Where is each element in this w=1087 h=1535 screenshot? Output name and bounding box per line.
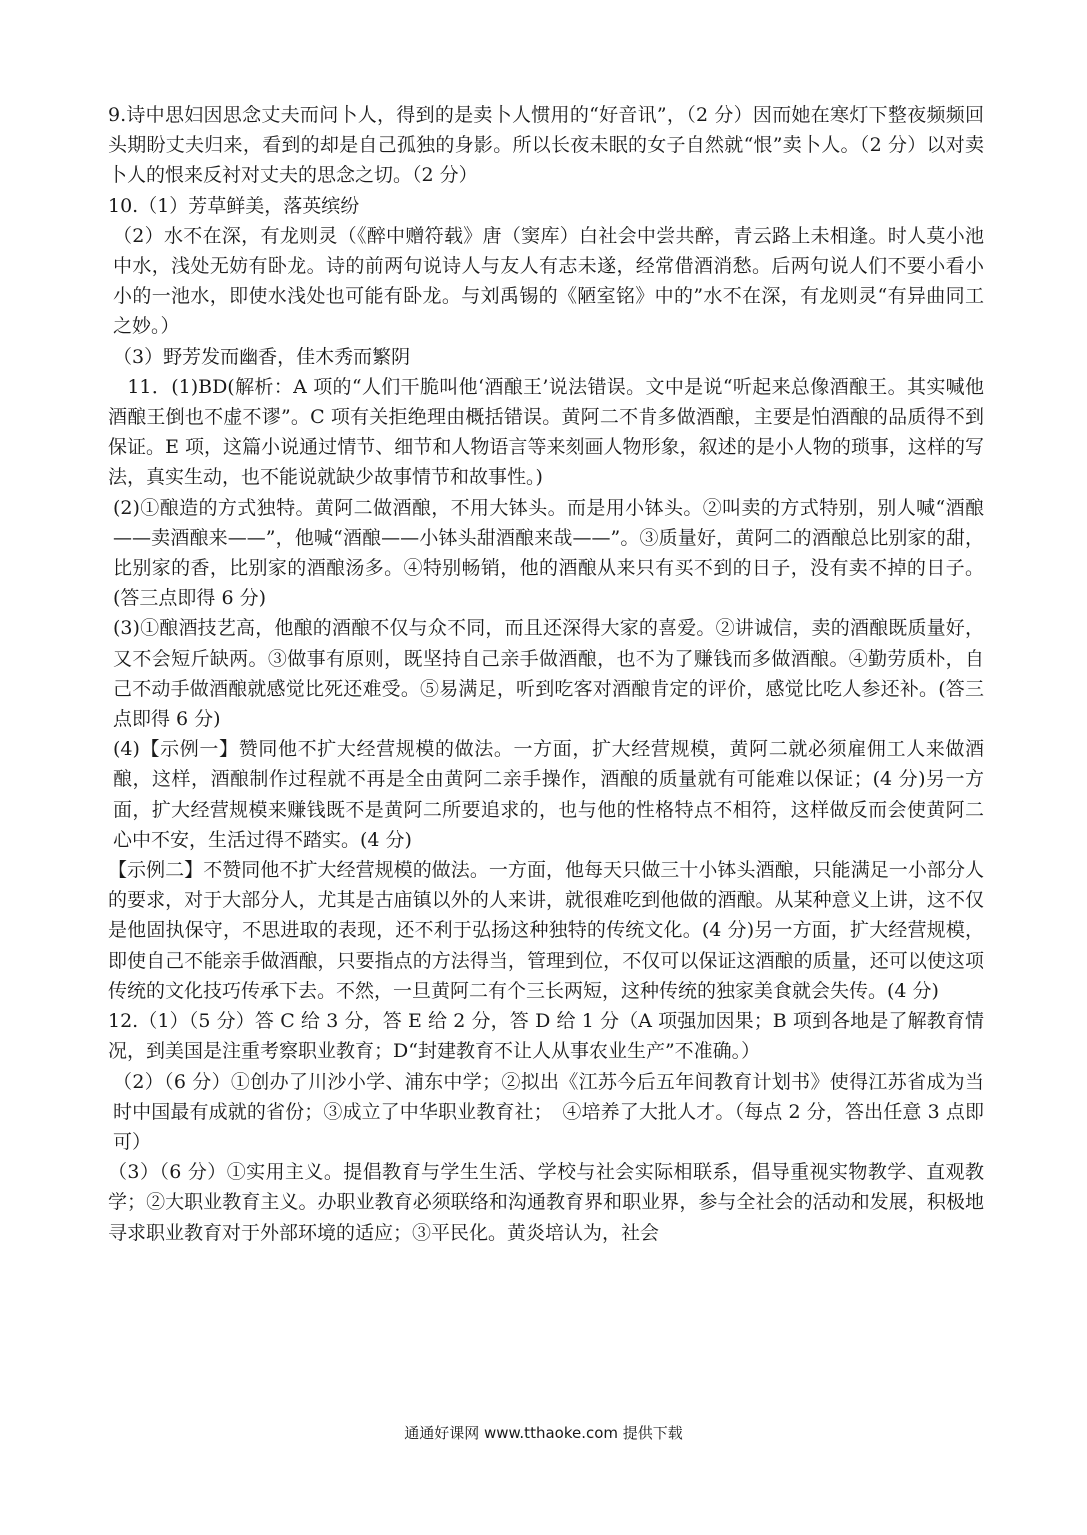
answer-11-4-example-2: 【示例二】不赞同他不扩大经营规模的做法。一方面，他每天只做三十小钵头酒酿，只能满足一小部分人的要求，对于大部分人，尤其是古庙镇以外的人来讲，就很难吃到他做的酒酿。从某种意义上讲，这不仅是他固执保守，不思进取的表现，还不利于弘扬这种独特的传统文化。(4 分)另一方面，扩大经营规模，即使自己不能亲手做酒酿，只要指点的方法得当，管理到位，不仅可以保证这酒酿的质量，还可以使这项传统的文化技巧传承下去。不然，一旦黄阿二有个三长两短，这种传统的独家美食就会失传。(4 分) [108,859,984,1002]
answer-11-4-example-1: (4)【示例一】赞同他不扩大经营规模的做法。一方面，扩大经营规模，黄阿二就必须雇佣工人来做酒酿，这样，酒酿制作过程就不再是全由黄阿二亲手操作，酒酿的质量就有可能难以保证；(4 分)另一方面，扩大经营规模来赚钱既不是黄阿二所要追求的，也与他的性格特点不相符，这样做反而会使黄阿二心中不安，生活过得不踏实。(4 分) [113,738,984,851]
answer-12-3: （3）（6 分）①实用主义。提倡教育与学生生活、学校与社会实际相联系，倡导重视实物教学、直观教学；②大职业教育主义。办职业教育必须联络和沟通教育界和职业界，参与全社会的活动和发展，积极地寻求职业教育对于外部环境的适应；③平民化。黄炎培认为，社会 [108,1161,984,1244]
answer-key-body [108,100,984,1248]
answer-11-1: 11．(1)BD(解析：A 项的“人们干脆叫他‘酒酿王’说法错误。文中是说“听起来总像酒酿王。其实喊他酒酿王倒也不虚不谬”。C 项有关拒绝理由概括错误。黄阿二不肯多做酒酿，主要是怕酒酿的品质得不到保证。E 项，这篇小说通过情节、细节和人物语言等来刻画人物形象，叙述的是小人物的琐事，这样的写法，真实生动，也不能说就缺少故事情节和故事性。) [108,375,984,489]
answer-11-2: (2)①酿造的方式独特。黄阿二做酒酿，不用大钵头。而是用小钵头。②叫卖的方式特别，别人喊“酒酿——卖酒酿来——”，他喊“酒酿——小钵头甜酒酿来哉——”。③质量好，黄阿二的酒酿总比别家的甜，比别家的香，比别家的酒酿汤多。④特别畅销，他的酒酿从来只有买不到的日子，没有卖不掉的日子。(答三点即得 6 分) [113,496,984,610]
answer-11-3: (3)①酿酒技艺高，他酿的酒酿不仅与众不同，而且还深得大家的喜爱。②讲诚信，卖的酒酿既质量好，又不会短斤缺两。③做事有原则，既坚持自己亲手做酒酿，也不为了赚钱而多做酒酿。④勤劳质朴，自己不动手做酒酿就感觉比死还难受。⑤易满足，听到吃客对酒酿肯定的评价，感觉比吃人参还补。(答三点即得 6 分) [113,617,984,731]
page-footer: 通通好课网 www.tthaoke.com 提供下载 [404,1424,683,1442]
answer-10-2: （2）水不在深，有龙则灵（《醉中赠符载》唐（窦库）白社会中尝共醉，青云路上未相逢。时人莫小池中水，浅处无妨有卧龙。诗的前两句说诗人与友人有志未遂，经常借酒消愁。后两句说人们不要小看小小的一池水，即使水浅处也可能有卧龙。与刘禹锡的《陋室铭》中的”水不在深，有龙则灵“有异曲同工之妙。） [113,224,984,338]
answer-9: 9.诗中思妇因思念丈夫而问卜人，得到的是卖卜人惯用的“好音讯”，（2 分）因而她在寒灯下整夜频频回头期盼丈夫归来，看到的却是自己孤独的身影。所以长夜未眠的女子自然就“恨”卖卜人。（2 分）以对卖卜人的恨来反衬对丈夫的思念之切。（2 分） [108,104,984,187]
answer-10-3: （3）野芳发而幽香，佳木秀而繁阴 [113,345,411,368]
answer-12-1: 12.（1）（5 分）答 C 给 3 分，答 E 给 2 分，答 D 给 1 分（A 项强加因果；B 项到各地是了解教育情况，到美国是注重考察职业教育；D“封建教育不让人从事农业生产”不准确。） [108,1010,984,1063]
answer-10-1: 10.（1）芳草鲜美，落英缤纷 [108,194,360,217]
answer-12-2: （2）（6 分）①创办了川沙小学、浦东中学；②拟出《江苏今后五年间教育计划书》使得江苏省成为当时中国最有成就的省份；③成立了中华职业教育社； ④培养了大批人才。（每点 2 分，答出任意 3 点即可） [113,1070,984,1153]
